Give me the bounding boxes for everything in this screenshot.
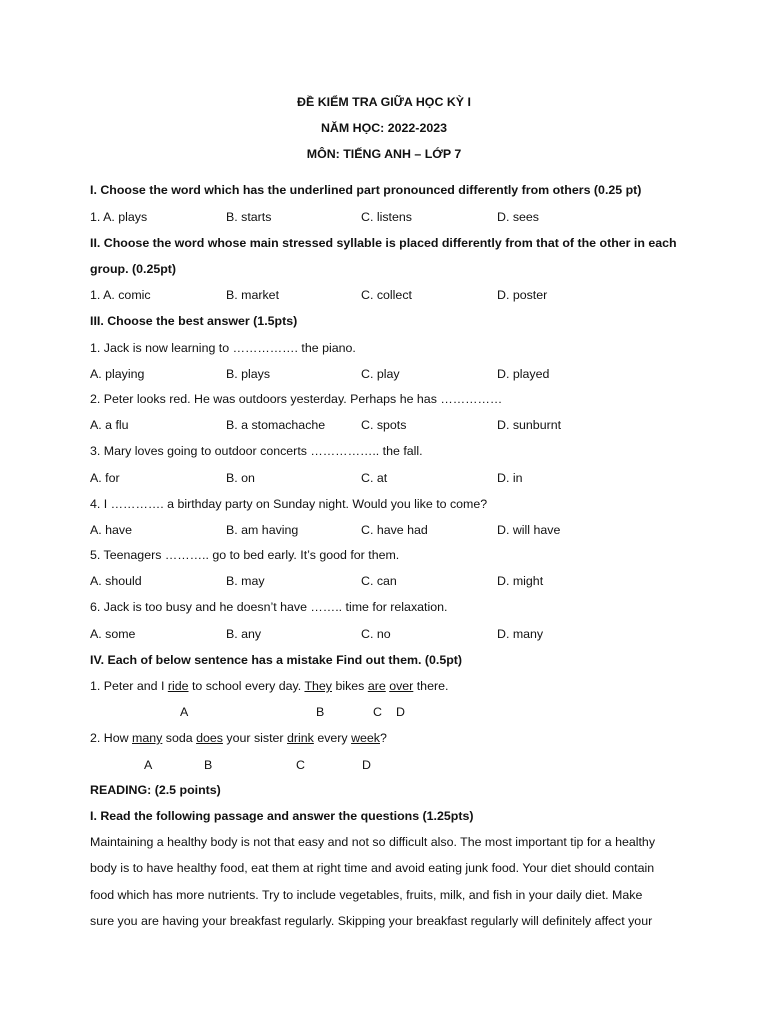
s3-q4-option-c: C. have had	[361, 523, 428, 537]
s4-q1-text-3: bikes	[332, 679, 368, 693]
passage-line-4: sure you are having your breakfast regularly. Skipping your breakfast regularly will definitely affect your	[90, 914, 653, 928]
section-3-heading: III. Choose the best answer (1.5pts)	[90, 314, 298, 328]
s3-q6-stem: 6. Jack is too busy and he doesn’t have …….. time for relaxation.	[90, 600, 448, 614]
section-2-heading-cont: group. (0.25pt)	[90, 262, 177, 276]
exam-title: ĐỀ KIỂM TRA GIỮA HỌC KỲ I	[297, 95, 471, 109]
s3-q4-option-a: A. have	[90, 523, 133, 537]
school-year: NĂM HỌC: 2022-2023	[320, 121, 448, 135]
s4-q2-sentence	[90, 730, 387, 746]
section-1-heading: I. Choose the word which has the underlined part pronounced differently from others (0.25 pt)	[90, 183, 642, 197]
s2-q1-option-d: D. poster	[497, 288, 548, 302]
s4-q2-label-b: B	[204, 758, 213, 772]
s3-q1-stem: 1. Jack is now learning to ……………. the piano.	[90, 341, 356, 355]
s4-q2-text-5: ?	[380, 731, 387, 745]
s3-q1-option-d: D. played	[497, 367, 550, 381]
s2-q1-option-c: C. collect	[361, 288, 412, 302]
section-4-heading: IV. Each of below sentence has a mistake Find out them. (0.5pt)	[90, 653, 463, 667]
s4-q2-text-1: 2. How	[90, 731, 133, 745]
reading-subheading: I. Read the following passage and answer the questions (1.25pts)	[90, 809, 474, 823]
s4-q1-label-a: A	[180, 705, 189, 719]
s3-q2-option-c: C. spots	[361, 418, 407, 432]
s4-q1-label-b: B	[316, 705, 325, 719]
s1-q1-option-c: C. listens	[361, 210, 412, 224]
s3-q4-option-b: B. am having	[226, 523, 299, 537]
s4-q1-text-1: 1. Peter and I	[90, 679, 168, 693]
s4-q1-underlined-a: ride	[167, 679, 189, 693]
s4-q2-text-3: your sister	[222, 731, 288, 745]
s3-q6-option-b: B. any	[226, 627, 262, 641]
s4-q1-underlined-d: over	[389, 679, 414, 693]
s4-q2-underlined-d: week	[351, 731, 380, 745]
s3-q2-option-b: B. a stomachache	[226, 418, 326, 432]
s3-q4-stem: 4. I …………. a birthday party on Sunday night. Would you like to come?	[90, 497, 488, 511]
s3-q5-stem: 5. Teenagers ……….. go to bed early. It’s good for them.	[90, 548, 400, 562]
passage-line-2: body is to have healthy food, eat them at right time and avoid eating junk food. Your diet should contain	[90, 861, 655, 875]
s4-q2-underlined-a: many	[132, 731, 163, 745]
s3-q5-option-d: D. might	[497, 574, 544, 588]
s3-q5-option-b: B. may	[226, 574, 265, 588]
s1-q1-option-b: B. starts	[226, 210, 272, 224]
s4-q2-label-d: D	[362, 758, 371, 772]
s1-q1-option-a: 1. A. plays	[90, 210, 148, 224]
s4-q1-sentence	[90, 678, 448, 694]
s3-q3-option-c: C. at	[361, 471, 388, 485]
s3-q6-option-d: D. many	[497, 627, 544, 641]
s4-q2-text-2: soda	[162, 731, 197, 745]
s3-q3-stem: 3. Mary loves going to outdoor concerts …………….. the fall.	[90, 444, 423, 458]
s4-q2-label-a: A	[144, 758, 153, 772]
s3-q4-option-d: D. will have	[497, 523, 561, 537]
s3-q2-option-d: D. sunburnt	[497, 418, 562, 432]
s4-q2-text-4: every	[313, 731, 352, 745]
s3-q1-option-a: A. playing	[90, 367, 145, 381]
s3-q5-option-c: C. can	[361, 574, 397, 588]
s3-q3-option-d: D. in	[497, 471, 523, 485]
s4-q2-underlined-c: drink	[287, 731, 314, 745]
s4-q1-label-d: D	[396, 705, 405, 719]
s1-q1-option-d: D. sees	[497, 210, 540, 224]
s4-q1-underlined-b: They	[304, 679, 332, 693]
s3-q5-option-a: A. should	[90, 574, 142, 588]
reading-heading: READING: (2.5 points)	[90, 783, 221, 797]
s3-q3-option-a: A. for	[90, 471, 120, 485]
s3-q1-option-c: C. play	[361, 367, 400, 381]
s3-q3-option-b: B. on	[226, 471, 255, 485]
passage-line-1: Maintaining a healthy body is not that easy and not so difficult also. The most important tip for a healthy	[90, 835, 656, 849]
s4-q1-label-c: C	[373, 705, 382, 719]
s4-q2-underlined-b: does	[196, 731, 223, 745]
s4-q1-underlined-c: are	[367, 679, 386, 693]
s4-q2-label-c: C	[296, 758, 305, 772]
s2-q1-option-b: B. market	[226, 288, 280, 302]
s3-q2-stem: 2. Peter looks red. He was outdoors yesterday. Perhaps he has ……………	[90, 392, 503, 406]
s3-q2-option-a: A. a flu	[90, 418, 129, 432]
section-2-heading: II. Choose the word whose main stressed syllable is placed differently from that of the other in each	[90, 236, 677, 250]
s4-q1-text-2: to school every day.	[188, 679, 305, 693]
passage-line-3: food which has more nutrients. Try to include vegetables, fruits, milk, and fish in your daily diet. Make	[90, 888, 643, 902]
s3-q6-option-a: A. some	[90, 627, 136, 641]
s3-q1-option-b: B. plays	[226, 367, 271, 381]
s4-q1-text-5: there.	[413, 679, 449, 693]
subject-grade: MÔN: TIẾNG ANH – LỚP 7	[306, 147, 462, 161]
s2-q1-option-a: 1. A. comic	[90, 288, 151, 302]
s3-q6-option-c: C. no	[361, 627, 391, 641]
